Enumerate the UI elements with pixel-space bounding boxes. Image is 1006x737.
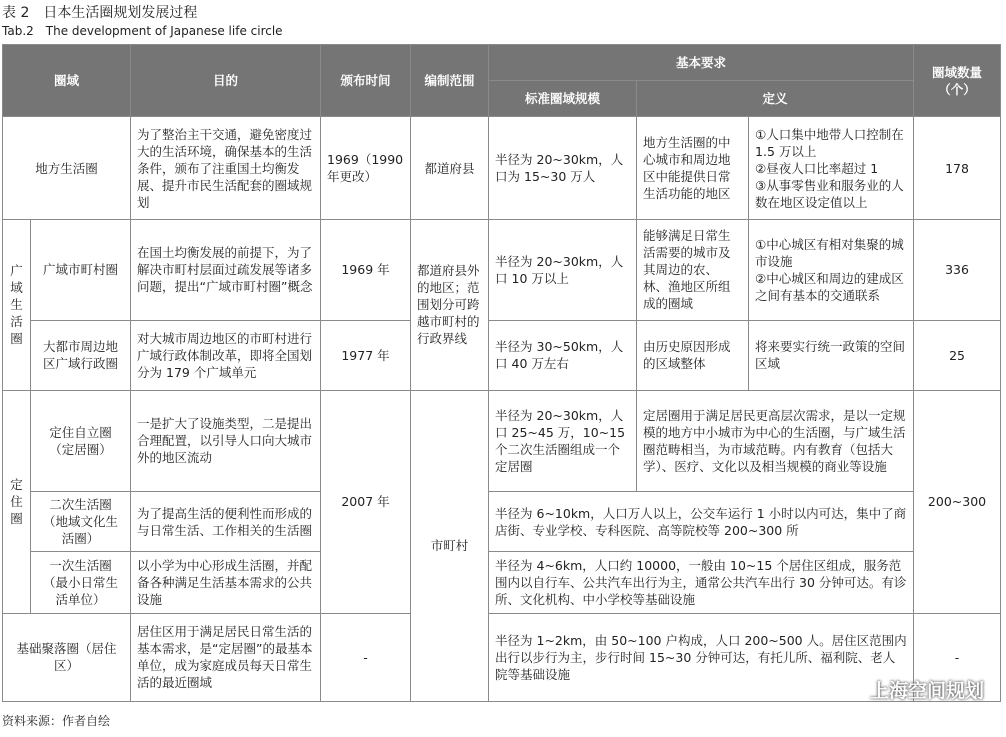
group-label-wide [3,219,31,390]
scope-cell: 都道府县外的地区；范围划分可跨越市町村的行政界线 [411,219,489,390]
purpose-cell: 一是扩大了设施类型，二是提出合理配置，以引导人口向大城市外的地区流动 [131,390,321,491]
scope-cell: 市町村 [411,390,489,701]
count-cell: 336 [914,219,1001,320]
date-cell: 1969 年 [321,219,411,320]
area-cell: 定住自立圈（定居圈） [31,390,131,491]
header-row-1 [3,45,1001,81]
purpose-cell: 为了整治主干交通，避免密度过大的生活环境，确保基本的生活条件，颁布了注重国土均衡发展、提升市民生活配套的圈域规划 [131,117,321,219]
area-cell: 二次生活圈（地域文化生活圈） [31,491,131,551]
group-label-settle-text: 定住圈 [10,477,23,527]
watermark [838,676,984,703]
table-row [3,219,1001,320]
definition-b-cell: ①人口集中地带人口控制在 1.5 万以上 ②昼夜人口比率超过 1 ③从事零售业和服务业的人数在地区设定值以上 [749,117,914,219]
date-cell: - [321,613,411,701]
definition-b-cell: ①中心城区有相对集聚的城市设施 ②中心城区和周边的建成区之间有基本的交通联系 [749,219,914,320]
area-cell: 大都市周边地区广域行政圈 [31,321,131,390]
table-row [3,491,1001,551]
table-caption-cn: 表 2 日本生活圈规划发展过程 [2,5,198,21]
count-cell: 200~300 [914,390,1001,613]
area-cell: 地方生活圈 [3,117,131,219]
table-row [3,117,1001,219]
count-cell: 25 [914,321,1001,390]
watermark-text: 上海空间规划 [869,680,984,702]
purpose-cell: 居住区用于满足居民日常生活的基本需求，是“定居圈”的最基本单位，成为家庭成员每天日常生活的最近圈域 [131,613,321,701]
count-cell: - [914,613,1001,701]
definition-cell: 定居圈用于满足居民更高层次需求，是以一定规模的地方中小城市为中心的生活圈，与广域生活圈范畴相当，为市域范畴。内有教育（包括大学）、医疗、文化以及相当规模的商业等设施 [637,390,914,491]
date-cell: 2007 年 [321,390,411,613]
definition-b-cell: 将来要实行统一政策的空间区域 [749,321,914,390]
header-count: 圈域数量（个） [914,45,1001,117]
purpose-cell: 为了提高生活的便利性而形成的与日常生活、工作相关的生活圈 [131,491,321,551]
scale-cell: 半径为 20~30km，人口 25~45 万，10~15 个二次生活圈组成一个定居圈 [489,390,637,491]
area-cell: 基础聚落圈（居住区） [3,613,131,701]
header-date: 颁布时间 [321,45,411,117]
scope-cell: 都道府县 [411,117,489,219]
description-cell: 半径为 4~6km，人口约 10000，一般由 10~15 个居住区组成，服务范围内以自行车、公共汽车出行为主，通常公共汽车出行 30 分钟可达。有诊所、文化机构、中小学校等基础设施 [489,552,914,613]
group-label-settle [3,390,31,613]
purpose-cell: 对大城市周边地区的市町村进行广域行政体制改革，即将全国划分为 179 个广域单元 [131,321,321,390]
header-scope: 编制范围 [411,45,489,117]
description-cell: 半径为 6~10km，人口万人以上，公交车运行 1 小时以内可达，集中了商店街、专业学校、专科医院、高等院校等 200~300 所 [489,491,914,551]
date-cell: 1969（1990年更改） [321,117,411,219]
group-label-wide-text: 广域生活圈 [10,263,23,347]
header-definition: 定义 [637,81,914,117]
purpose-cell: 在国土均衡发展的前提下，为了解决市町村层面过疏发展等诸多问题，提出“广域市町村圈”概念 [131,219,321,320]
life-circle-table [2,44,1001,702]
source-note: 资料来源：作者自绘 [2,714,111,728]
table-row [3,390,1001,491]
header-purpose: 目的 [131,45,321,117]
table-row [3,552,1001,613]
purpose-cell: 以小学为中心形成生活圈，并配备各种满足生活基本需求的公共设施 [131,552,321,613]
scale-cell: 半径为 20~30km，人口 10 万以上 [489,219,637,320]
wechat-icon [838,680,862,700]
scale-cell: 半径为 20~30km，人口为 15~30 万人 [489,117,637,219]
area-cell: 一次生活圈（最小日常生活单位） [31,552,131,613]
definition-a-cell: 由历史原因形成的区域整体 [637,321,749,390]
definition-a-cell: 地方生活圈的中心城市和周边地区中能提供日常生活功能的地区 [637,117,749,219]
count-cell: 178 [914,117,1001,219]
scale-cell: 半径为 30~50km，人口 40 万左右 [489,321,637,390]
date-cell: 1977 年 [321,321,411,390]
header-requirements: 基本要求 [489,45,914,81]
definition-a-cell: 能够满足日常生活需要的城市及其周边的农、林、渔地区所组成的圈域 [637,219,749,320]
table-caption-en: Tab.2 The development of Japanese life circle [2,24,283,38]
description-cell: 半径为 1~2km，由 50~100 户构成，人口 200~500 人。居住区范围内出行以步行为主，步行时间 15~30 分钟可达，有托儿所、福利院、老人院等基础设施 [489,613,914,701]
header-scale: 标准圈域规模 [489,81,637,117]
area-cell: 广域市町村圈 [31,219,131,320]
table-row [3,321,1001,390]
header-area: 圈域 [3,45,131,117]
